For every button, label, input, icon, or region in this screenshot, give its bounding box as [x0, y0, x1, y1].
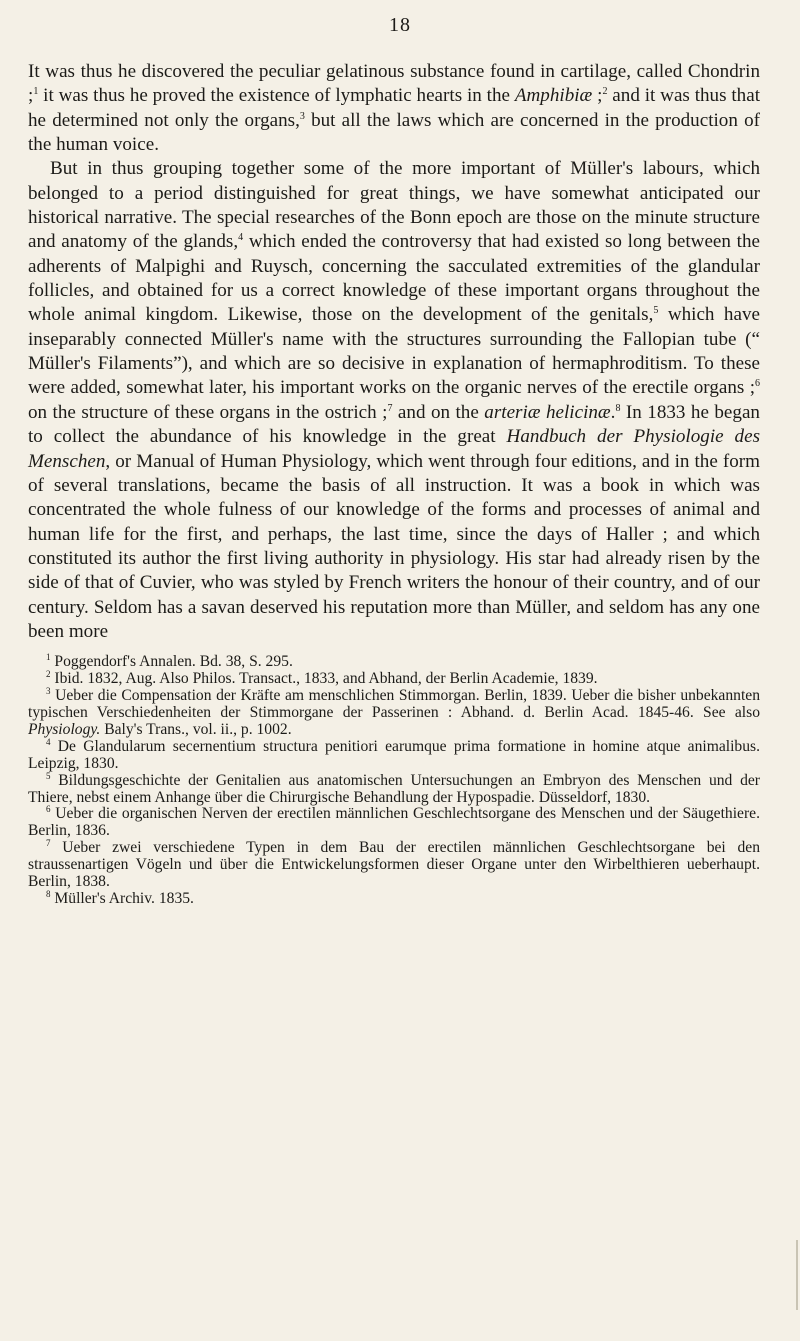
text-run: but all the laws which are concerned in the production of the human voice. [28, 109, 761, 156]
footnote [28, 671, 760, 688]
text-run: , or Manual of Human Physiology, which went through four editions, and in the form of several translations, became the basis of all instruction. It was a book in which was concentrated the whole fulness of our knowledge of the forms and processes of animal and human life for the first, and perhaps, the last time, since the days of Haller ; and which constituted its author the first living authority in physiology. His star had already risen by the side of that of Cuvier, who was styled by French writers the honour of their country, and of our century. Seldom has a savan deserved his reputation more than Müller, and seldom has any one been more [28, 450, 760, 642]
footnote-text: Ueber die organischen Nerven der erectilen männlichen Geschlechtsorgane des Menschen und der Säugethiere. Berlin, 1836. [28, 805, 760, 840]
book-title: Handbuch der Physiologie des Menschen [28, 426, 761, 472]
footnote-ref: 2 [602, 86, 608, 98]
footnote [28, 736, 760, 773]
footnote [28, 770, 760, 807]
footnote-text: Poggendorf's Annalen. Bd. 38, S. 295. [54, 653, 293, 671]
footnote [28, 688, 760, 739]
footnote [28, 654, 760, 671]
footnote-text: Müller's Archiv. 1835. [54, 889, 194, 907]
text-run: It was thus he discovered the peculiar gelatinous substance found in cartilage, called Chondrin ; [28, 61, 760, 107]
paragraph-1 [28, 60, 760, 157]
footnote-text: Baly's Trans., vol. ii., p. 1002. [100, 720, 292, 738]
footnote-mark: 5 [46, 770, 51, 781]
italic-term: Physiology. [28, 720, 101, 738]
footnote-mark: 1 [46, 652, 51, 663]
footnote-text: De Glandularum secernentium structura penitiori earumque prima formatione in homine atque animalibus. Leipzig, 1830. [28, 737, 760, 772]
footnote-mark: 7 [46, 838, 51, 849]
text-run: which have inseparably connected Müller's name with the structures surrounding the Fallopian tube (“ Müller's Filaments”), and which are so decisive in explanation of hermaphroditism. To these were added, somewhat later, his important works on the organic nerves of the erectile organs ; [28, 304, 760, 399]
footnote-text: Ueber die Compensation der Kräfte am menschlichen Stimmorgan. Berlin, 1839. Ueber die bisher unbekannten typischen Verschiedenheiten der Stimmorgane der Passerinen : Abhand. d. Berlin Acad. 1845-46. See also [28, 687, 760, 721]
text-run: it was thus he proved the existence of lymphatic hearts in the [38, 85, 515, 107]
footnote-mark: 3 [46, 686, 51, 697]
italic-term: arteriæ helicinæ [484, 401, 611, 423]
footnote-ref: 8 [615, 402, 621, 414]
italic-term: Amphibiæ [514, 85, 593, 107]
page-number: 18 [389, 14, 411, 36]
footnote-ref: 6 [755, 378, 760, 390]
footnote [28, 806, 760, 840]
text-run: ; [592, 85, 603, 107]
footnote-mark: 2 [46, 669, 51, 680]
text-run: which ended the controversy that had existed so long between the adherents of Malpighi and Ruysch, concerning the sacculated extremities of the glandular follicles, and obtained for us a correct knowledge of these important organs throughout the whole animal kingdom. Likewise, those on the development of the genitals, [28, 231, 761, 326]
footnote-text: Ueber zwei verschiedene Typen in dem Bau der erectilen männlichen Geschlechtsorgane bei den straussenartigen Vögeln und über die Entwickelungsformen dieser Organe unter den Wirbelthieren ueberhaupt. Berlin, 1838. [28, 839, 761, 891]
footnote-mark: 8 [46, 888, 51, 899]
footnote-ref: 5 [653, 305, 659, 317]
page-edge-shadow [796, 1240, 798, 1310]
text-run: In 1833 he began to collect the abundance of his knowledge in the great [28, 401, 760, 448]
footnotes [28, 654, 760, 908]
text-run: But in thus grouping together some of the more important of Müller's labours, which belonged to a period distinguished for great things, we have somewhat anticipated our historical narrative. The special researches of the Bonn epoch are those on the minute structure and anatomy of the glands, [28, 158, 760, 253]
text-run: . [610, 401, 616, 423]
text-run: and on the [392, 401, 485, 423]
text-run: on the structure of these organs in the ostrich ; [28, 401, 388, 423]
footnote-ref: 4 [238, 232, 244, 244]
footnote-ref: 7 [387, 402, 393, 414]
footnote-ref: 1 [33, 86, 39, 98]
footnote-mark: 6 [46, 804, 51, 815]
footnote-mark: 4 [46, 736, 51, 747]
paragraph-2 [28, 157, 760, 644]
footnote-text: Bildungsgeschichte der Genitalien aus anatomischen Untersuchungen an Embryon des Menschen und der Thiere, nebst einem Anhange über die Chirurgische Behandlung der Hypospadie. Düsseldorf, 1830. [28, 771, 760, 806]
footnote-text: Ibid. 1832, Aug. Also Philos. Transact., 1833, and Abhand, der Berlin Academie, 1839. [54, 670, 598, 688]
text-run: and it was thus that he determined not only the organs, [28, 85, 760, 131]
footnote [28, 840, 760, 891]
footnote [28, 888, 760, 908]
footnote-ref: 3 [299, 110, 305, 122]
body-text [28, 60, 760, 644]
